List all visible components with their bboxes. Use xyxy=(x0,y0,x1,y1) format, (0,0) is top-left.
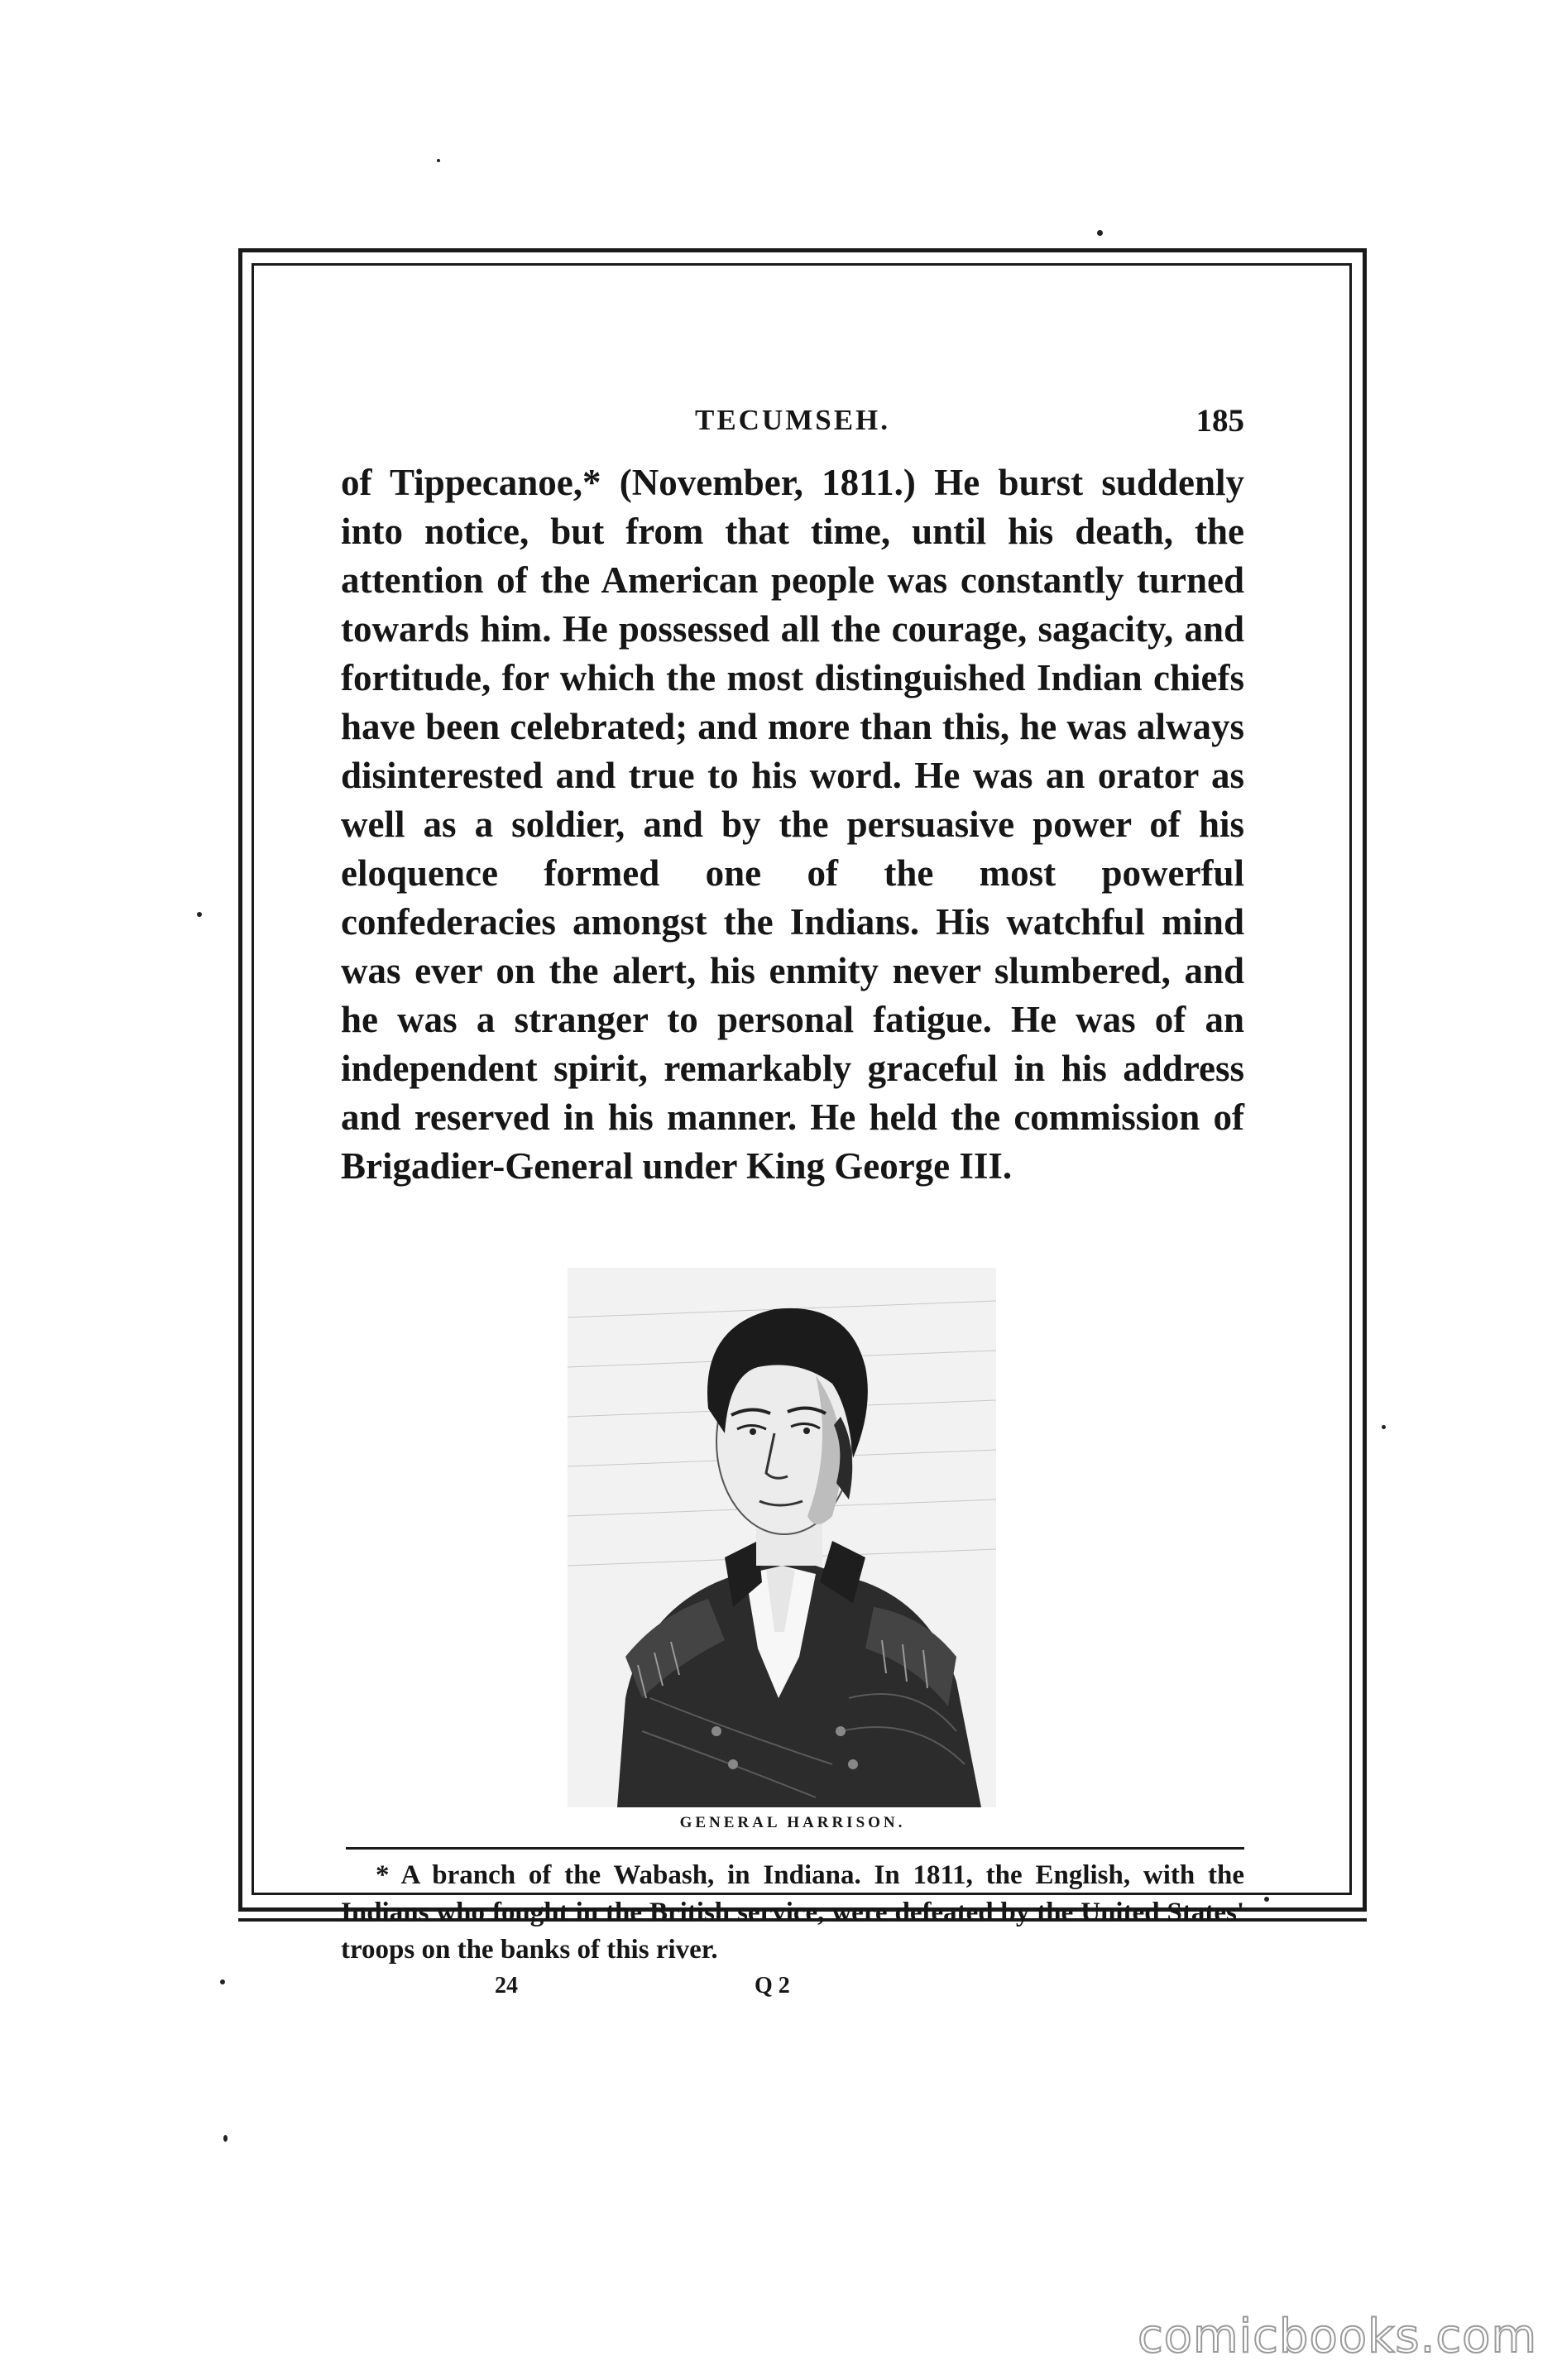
page-number: 185 xyxy=(1195,403,1244,439)
body-paragraph: of Tippecanoe,* (November, 1811.) He burst suddenly into notice, but from that time, until his death, the attention of the American people was constantly turned towards him. He possessed all the courage, sagacity, and fortitude, for which the most distinguished Indian chiefs have been celebrated; and more than this, he was always disinterested and true to his word. He was an orator as well as a soldier, and by the persuasive power of his eloquence formed one of the most powerful confederacies amongst the Indians. His watchful mind was ever on the alert, his enmity never slumbered, and he was a stranger to personal fatigue. He was of an independent spirit, remarkably graceful in his address and reserved in his manner. He held the commission of Brigadier-General under King George III. xyxy=(341,462,1244,1187)
sheet-mark: Q 2 xyxy=(755,1973,790,1999)
running-head xyxy=(341,404,1244,453)
ink-speck xyxy=(1382,1425,1386,1429)
ink-speck xyxy=(1264,1897,1269,1902)
ink-speck xyxy=(437,159,440,162)
illustration-caption: GENERAL HARRISON. xyxy=(679,1814,906,1831)
watermark: comicbooks.com xyxy=(1137,2310,1537,2363)
footnote: * A branch of the Wabash, in Indiana. In 1811, the English, with the Indians who fought in the British service, were defeated by the United States' troops on the banks of this river. xyxy=(341,1860,1244,1965)
portrait-illustration xyxy=(568,1268,996,1807)
signature-mark: 24 xyxy=(495,1973,518,1999)
ink-speck xyxy=(223,2135,228,2142)
running-title: TECUMSEH. xyxy=(694,404,891,436)
ink-speck xyxy=(220,1979,225,1984)
footnote-divider xyxy=(346,1847,1244,1850)
ink-speck xyxy=(1097,230,1103,236)
ink-speck xyxy=(197,912,202,917)
portrait-engraving xyxy=(568,1268,996,1807)
